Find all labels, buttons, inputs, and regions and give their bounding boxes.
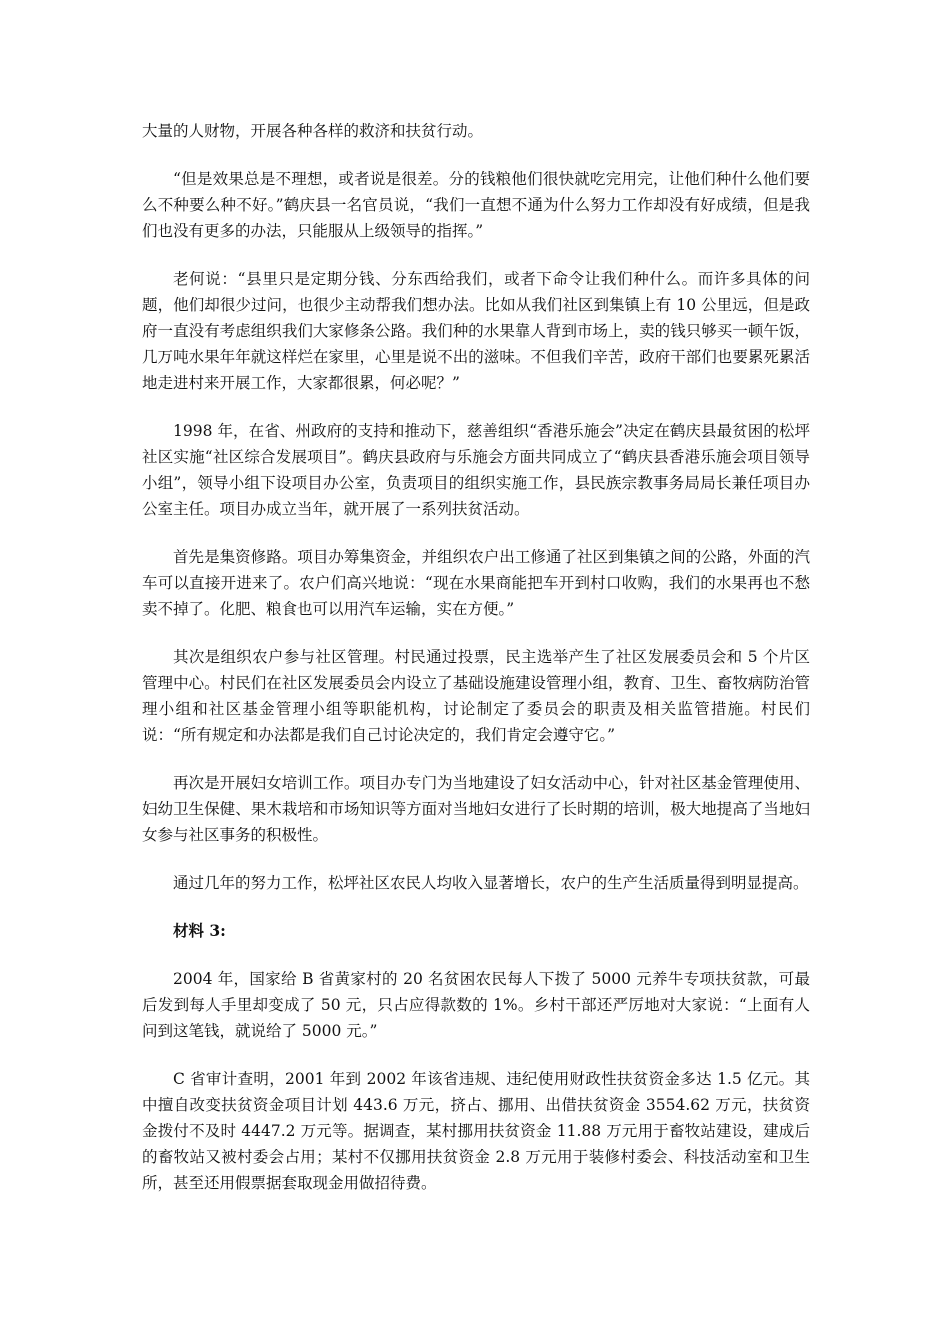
paragraph-1998-project: 1998 年，在省、州政府的支持和推动下，慈善组织“香港乐施会”决定在鹤庆县最贫困的松坪社区实施“社区综合发展项目”。鹤庆县政府与乐施会方面共同成立了“鹤庆县香港乐施会项目领导小组”，领导小组下设项目办公室，负责项目的组织实施工作，县民族宗教事务局局长兼任项目办公室主任。项目办成立当年，就开展了一系列扶贫活动。 — [142, 422, 810, 518]
paragraph-official-quote: “但是效果总是不理想，或者说是很差。分的钱粮他们很快就吃完用完，让他们种什么他们要么不种要么种不好。”鹤庆县一名官员说，“我们一直想不通为什么努力工作却没有好成绩，但是我们也没有更多的办法，只能服从上级领导的指挥。” — [142, 170, 810, 240]
material-3-heading: 材料 3: — [173, 921, 226, 940]
paragraph-results: 通过几年的努力工作，松坪社区农民人均收入显著增长，农户的生产生活质量得到明显提高。 — [173, 874, 809, 892]
paragraph-community-management: 其次是组织农户参与社区管理。村民通过投票，民主选举产生了社区发展委员会和 5 个片区管理中心。村民们在社区发展委员会内设立了基础设施建设管理小组，教育、卫生、畜牧病防治管理小组和社区基金管理小组等职能机构，讨论制定了委员会的职责及相关监管措施。村民们说：“所有规定和办法都是我们自己讨论决定的，我们肯定会遵守它。” — [142, 648, 810, 744]
paragraph-road-building: 首先是集资修路。项目办筹集资金，并组织农户出工修通了社区到集镇之间的公路，外面的汽车可以直接开进来了。农户们高兴地说：“现在水果商能把车开到村口收购，我们的水果再也不愁卖不掉了。化肥、粮食也可以用汽车运输，实在方便。” — [142, 548, 810, 618]
paragraph-c-province-audit: C 省审计查明，2001 年到 2002 年该省违规、违纪使用财政性扶贫资金多达 1.5 亿元。其中擅自改变扶贫资金项目计划 443.6 万元，挤占、挪用、出借扶贫资金 3554.62 万元，扶贫资金拨付不及时 4447.2 万元等。据调查，某村挪用扶贫资金 11.88 万元用于畜牧站建设，建成后的畜牧站又被村委会占用；某村不仅挪用扶贫资金 2.8 万元用于装修村委会、科技活动室和卫生所，甚至还用假票据套取现金用做招待费。 — [142, 1070, 810, 1192]
document-page — [142, 118, 810, 1218]
paragraph-lao-he: 老何说：“县里只是定期分钱、分东西给我们，或者下命令让我们种什么。而许多具体的问题，他们却很少过问，也很少主动帮我们想办法。比如从我们社区到集镇上有 10 公里远，但是政府一直没有考虑组织我们大家修条公路。我们种的水果靠人背到市场上，卖的钱只够买一顿午饭，几万吨水果年年就这样烂在家里，心里是说不出的滋味。不但我们辛苦，政府干部们也要累死累活地走进村来开展工作，大家都很累，何必呢？” — [142, 270, 810, 392]
paragraph-huangjia-village: 2004 年，国家给 B 省黄家村的 20 名贫困农民每人下拨了 5000 元养牛专项扶贫款，可最后发到每人手里却变成了 50 元，只占应得款数的 1%。乡村干部还严厉地对大家说：“上面有人问到这笔钱，就说给了 5000 元。” — [142, 970, 810, 1040]
paragraph-intro-continuation: 大量的人财物，开展各种各样的救济和扶贫行动。 — [142, 122, 484, 140]
paragraph-women-training: 再次是开展妇女培训工作。项目办专门为当地建设了妇女活动中心，针对社区基金管理使用、妇幼卫生保健、果木栽培和市场知识等方面对当地妇女进行了长时期的培训，极大地提高了当地妇女参与社区事务的积极性。 — [142, 774, 810, 844]
